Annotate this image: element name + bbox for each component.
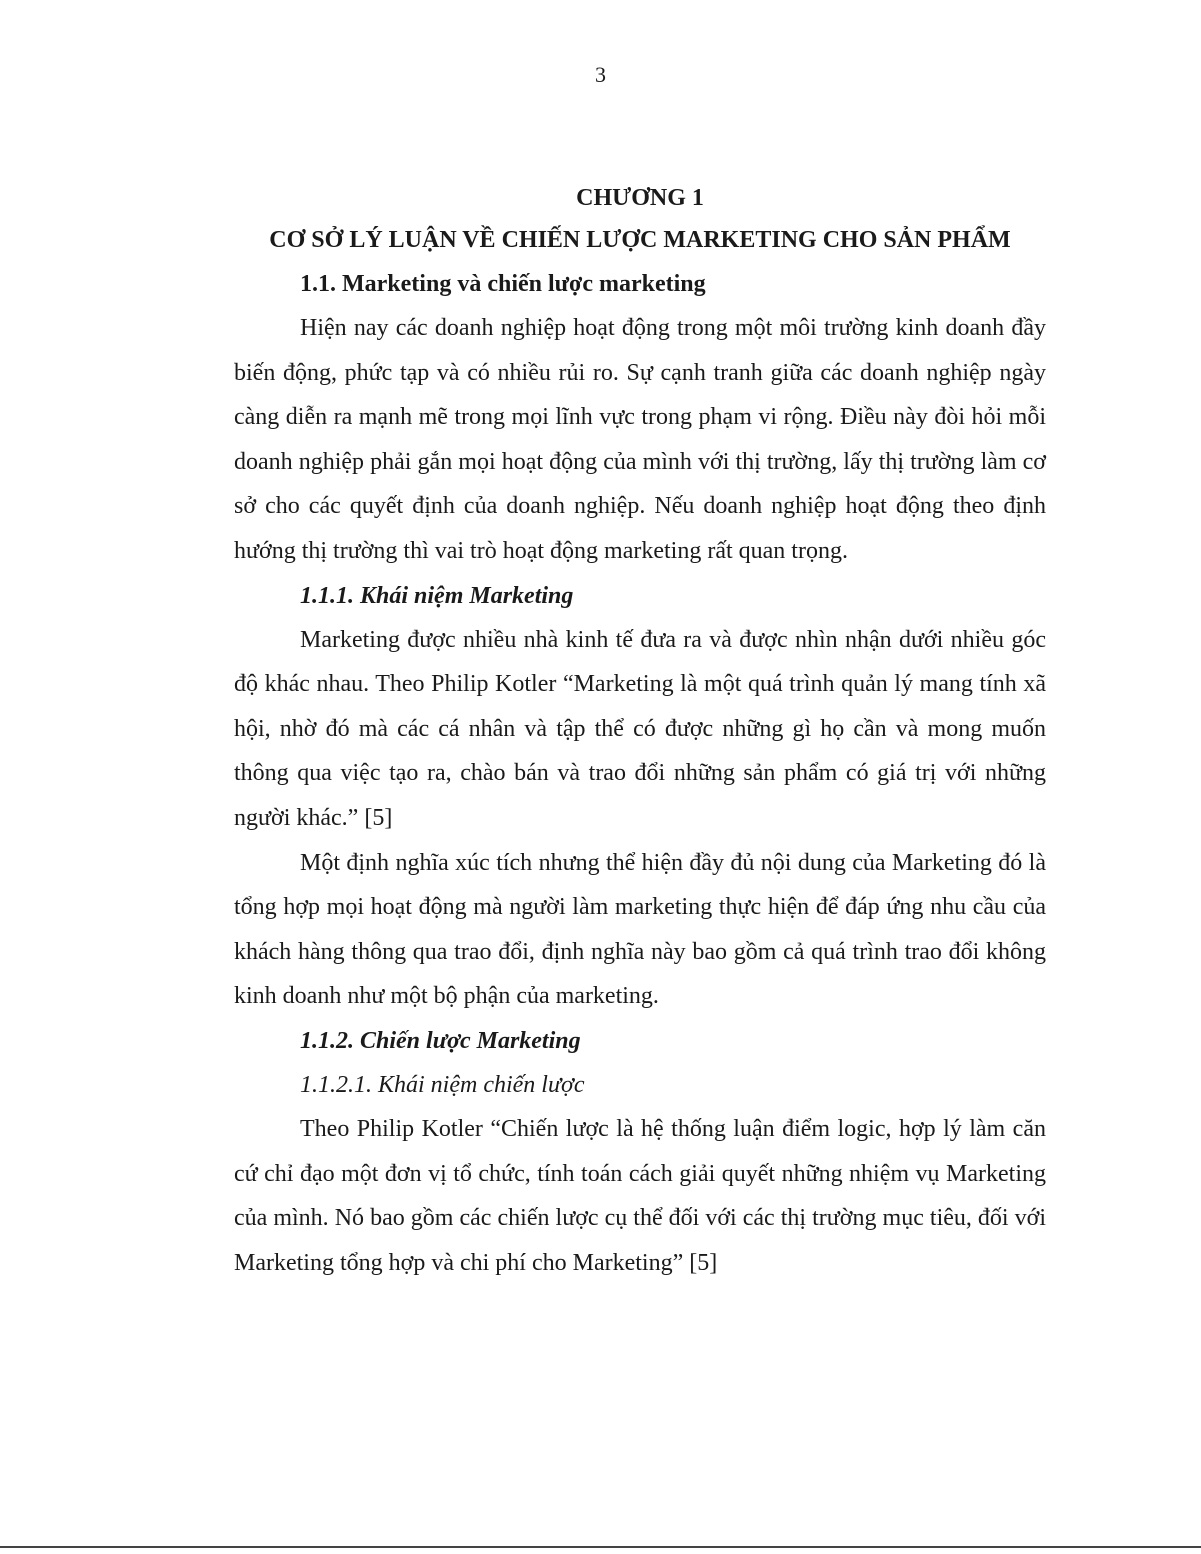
section-heading-1-1-1: 1.1.1. Khái niệm Marketing [300, 582, 574, 609]
section-1-1-2-1-paragraph: Theo Philip Kotler “Chiến lược là hệ thống luận điểm logic, hợp lý làm căn cứ chỉ đạo một đơn vị tổ chức, tính toán cách giải quyết những nhiệm vụ Marketing của mình. Nó bao gồm các chiến lược cụ thể đối với các thị trường mục tiêu, đối với Marketing tổng hợp và chi phí cho Marketing” [5] [234, 1115, 1046, 1276]
section-1-1-paragraph: Hiện nay các doanh nghiệp hoạt động trong một môi trường kinh doanh đầy biến động, phức tạp và có nhiều rủi ro. Sự cạnh tranh giữa các doanh nghiệp ngày càng diễn ra mạnh mẽ trong mọi lĩnh vực trong phạm vi rộng. Điều này đòi hỏi mỗi doanh nghiệp phải gắn mọi hoạt động của mình với thị trường, lấy thị trường làm cơ sở cho các quyết định của doanh nghiệp. Nếu doanh nghiệp hoạt động theo định hướng thị trường thì vai trò hoạt động marketing rất quan trọng. [234, 315, 1046, 564]
section-heading-1-1: 1.1. Marketing và chiến lược marketing [300, 271, 706, 297]
section-heading-1-1-2-1: 1.1.2.1. Khái niệm chiến lược [300, 1071, 585, 1098]
page-number: 3 [595, 62, 606, 87]
document-body [234, 178, 1046, 1285]
section-heading-1-1-2: 1.1.2. Chiến lược Marketing [300, 1027, 581, 1054]
chapter-label: CHƯƠNG 1 [576, 185, 704, 211]
chapter-title: CƠ SỞ LÝ LUẬN VỀ CHIẾN LƯỢC MARKETING CHO SẢN PHẨM [269, 227, 1011, 253]
section-1-1-1-paragraph-1: Marketing được nhiều nhà kinh tế đưa ra và được nhìn nhận dưới nhiều góc độ khác nhau. Theo Philip Kotler “Marketing là một quá trình quản lý mang tính xã hội, nhờ đó mà các cá nhân và tập thể có được những gì họ cần và mong muốn thông qua việc tạo ra, chào bán và trao đổi những sản phẩm có giá trị với những người khác.” [5] [234, 626, 1046, 831]
section-1-1-1-paragraph-2: Một định nghĩa xúc tích nhưng thể hiện đầy đủ nội dung của Marketing đó là tổng hợp mọi hoạt động mà người làm marketing thực hiện để đáp ứng nhu cầu của khách hàng thông qua trao đổi, định nghĩa này bao gồm cả quá trình trao đổi không kinh doanh như một bộ phận của marketing. [234, 849, 1046, 1010]
page-bottom-border [0, 1546, 1201, 1548]
